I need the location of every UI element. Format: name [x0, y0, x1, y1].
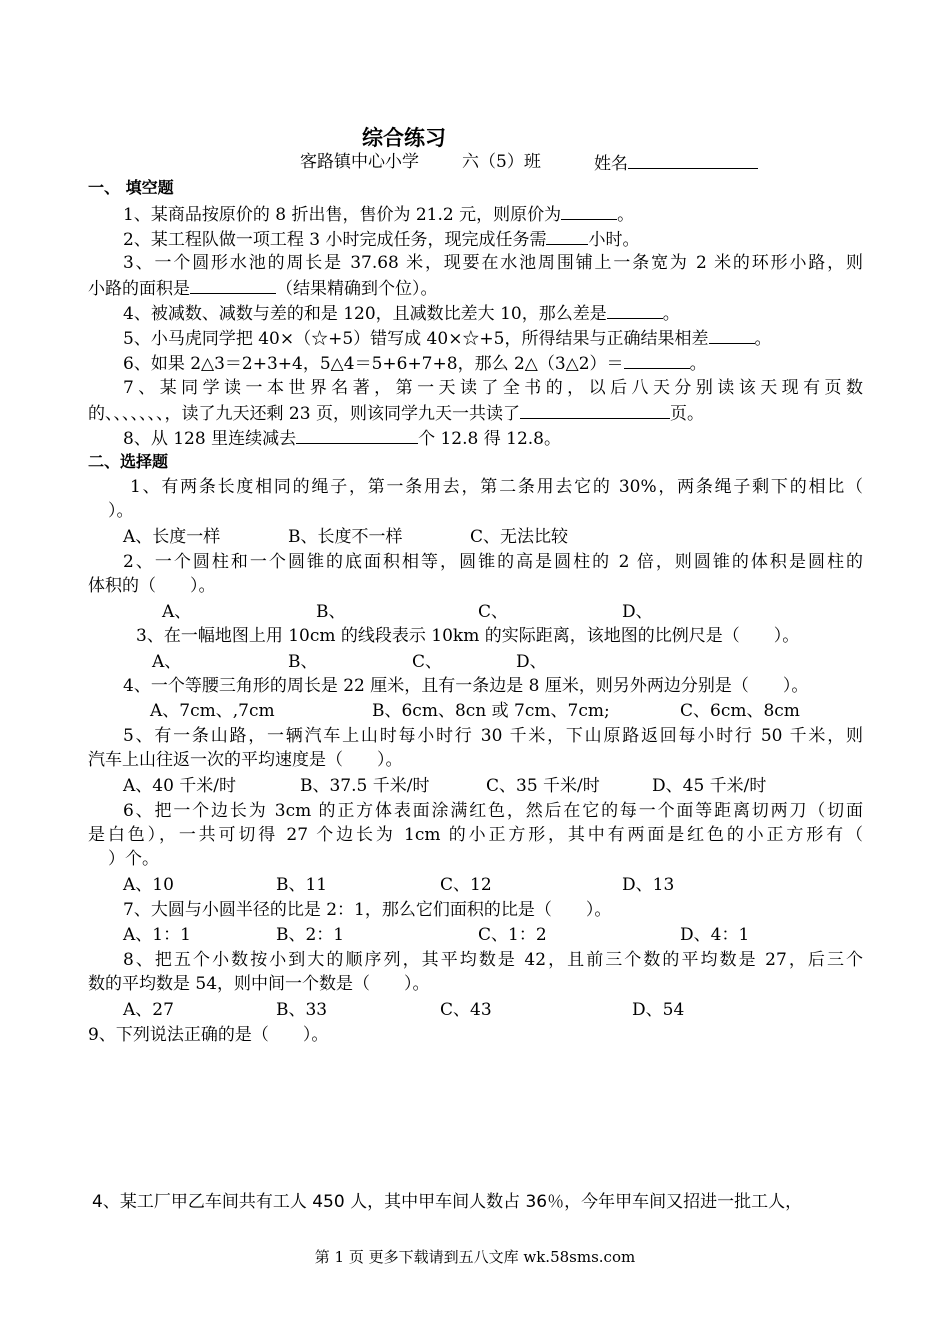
s1-q3-line2: 小路的面积是 （结果精确到个位）。: [88, 275, 438, 301]
class-name: 六（5）班: [462, 152, 541, 172]
s2-q5-opt-c: C、35 千米/时: [486, 776, 600, 796]
name-blank: [628, 150, 758, 169]
s2-q5-line1: 5、有一条山路，一辆汽车上山时每小时行 30 千米，下山原路返回每小时行 50 千米，则: [123, 726, 863, 746]
page-title: 综合练习: [362, 126, 446, 150]
s2-q2-opt-d: D、: [622, 602, 653, 622]
section2-heading: 二、选择题: [88, 452, 169, 471]
s2-q6-line3: ）个。: [108, 849, 159, 869]
s2-q1-line2: ）。: [108, 501, 134, 521]
name-label: 姓名: [594, 154, 628, 174]
s2-q5-opt-d: D、45 千米/时: [652, 776, 767, 796]
s2-q4-line1: 4、一个等腰三角形的周长是 22 厘米，且有一条边是 8 厘米，则另外两边分别是（ ）。: [123, 676, 809, 696]
name-field: [594, 150, 758, 176]
s2-q3-opt-d: D、: [516, 652, 547, 672]
s2-q6-opt-a: A、10: [123, 875, 174, 895]
section1-heading: 一、 填空题: [88, 178, 174, 197]
s1-q7-line2: 的、、、、、、、，读了九天还剩 23 页，则该同学九天一共读了 页。: [88, 400, 704, 426]
s2-q8-opt-c: C、43: [440, 1000, 492, 1020]
s2-q1-opt-b: B、长度不一样: [288, 527, 403, 547]
s2-q1-line1: 1、有两条长度相同的绳子，第一条用去，第二条用去它的 30%，两条绳子剩下的相比（: [130, 477, 863, 497]
s1-q1: 1、某商品按原价的 8 折出售，售价为 21.2 元，则原价为 。: [123, 201, 634, 227]
s2-q6-line1: 6、把一个边长为 3cm 的正方体表面涂满红色，然后在它的每一个面等距离切两刀（切面: [123, 801, 863, 821]
s2-q2-opt-a: A、: [162, 602, 192, 622]
school-name: 客路镇中心小学: [300, 152, 419, 172]
s2-q2-opt-c: C、: [478, 602, 509, 622]
s2-q6-opt-d: D、13: [622, 875, 675, 895]
s2-q2-opt-b: B、: [316, 602, 346, 622]
s2-q3-opt-a: A、: [152, 652, 182, 672]
s1-q7-line1: 7、某同学读一本世界名著，第一天读了全书的，以后八天分别读该天现有页数: [123, 378, 863, 398]
s2-q7-line1: 7、大圆与小圆半径的比是 2：1，那么它们面积的比是（ ）。: [123, 900, 612, 920]
s2-q3-opt-c: C、: [412, 652, 443, 672]
s2-q3-opt-b: B、: [288, 652, 318, 672]
s1-q2: 2、某工程队做一项工程 3 小时完成任务，现完成任务需 小时。: [123, 226, 639, 252]
s1-q6: 6、如果 2△3＝2+3+4，5△4＝5+6+7+8，那么 2△（3△2）＝ 。: [123, 350, 707, 376]
s2-q4-opt-b: B、6cm、8cn 或 7cm、7cm;: [372, 701, 610, 721]
s2-q8-opt-b: B、33: [276, 1000, 328, 1020]
s1-q3-line1: 3、一个圆形水池的周长是 37.68 米，现要在水池周围铺上一条宽为 2 米的环形小路，则: [123, 253, 863, 273]
s1-q8: 8、从 128 里连续减去 个 12.8 得 12.8。: [123, 425, 561, 451]
page-footer: 第 1 页 更多下载请到五八文库 wk.58sms.com: [314, 1248, 636, 1266]
s2-q3-line1: 3、在一幅地图上用 10cm 的线段表示 10km 的实际距离，该地图的比例尺是（ ）。: [136, 626, 800, 646]
bottom-question: 4、某工厂甲乙车间共有工人 450 人，其中甲车间人数占 36％，今年甲车间又招进一批工人，: [92, 1192, 803, 1212]
s2-q4-opt-c: C、6cm、8cm: [680, 701, 800, 721]
s2-q9-line1: 9、下列说法正确的是（ ）。: [88, 1025, 329, 1045]
s2-q5-opt-b: B、37.5 千米/时: [300, 776, 430, 796]
s2-q4-opt-a: A、7cm、,7cm: [150, 701, 275, 721]
s2-q7-opt-b: B、2：1: [276, 925, 345, 945]
s2-q5-opt-a: A、40 千米/时: [123, 776, 237, 796]
s2-q6-opt-c: C、12: [440, 875, 492, 895]
s2-q7-opt-a: A、1：1: [123, 925, 191, 945]
s1-q5: 5、小马虎同学把 40×（☆+5）错写成 40×☆+5，所得结果与正确结果相差 。: [123, 325, 772, 351]
s2-q7-opt-c: C、1：2: [478, 925, 547, 945]
s1-q4: 4、被减数、减数与差的和是 120，且减数比差大 10，那么差是 。: [123, 300, 680, 326]
s2-q7-opt-d: D、4：1: [680, 925, 750, 945]
s2-q5-line2: 汽车上山往返一次的平均速度是（ ）。: [88, 750, 403, 770]
s2-q8-opt-a: A、27: [123, 1000, 174, 1020]
s2-q1-opt-c: C、无法比较: [470, 527, 569, 547]
s2-q8-line2: 数的平均数是 54，则中间一个数是（ ）。: [88, 974, 430, 994]
s2-q8-line1: 8、把五个小数按小到大的顺序列，其平均数是 42，且前三个数的平均数是 27，后三个: [123, 950, 863, 970]
s2-q6-opt-b: B、11: [276, 875, 328, 895]
s2-q2-line2: 体积的（ ）。: [88, 576, 216, 596]
s2-q8-opt-d: D、54: [632, 1000, 685, 1020]
s2-q1-opt-a: A、长度一样: [123, 527, 221, 547]
s2-q2-line1: 2、一个圆柱和一个圆锥的底面积相等，圆锥的高是圆柱的 2 倍，则圆锥的体积是圆柱的: [123, 552, 863, 572]
s2-q6-line2: 是白色），一共可切得 27 个边长为 1cm 的小正方形，其中有两面是红色的小正方形有（: [88, 825, 863, 845]
